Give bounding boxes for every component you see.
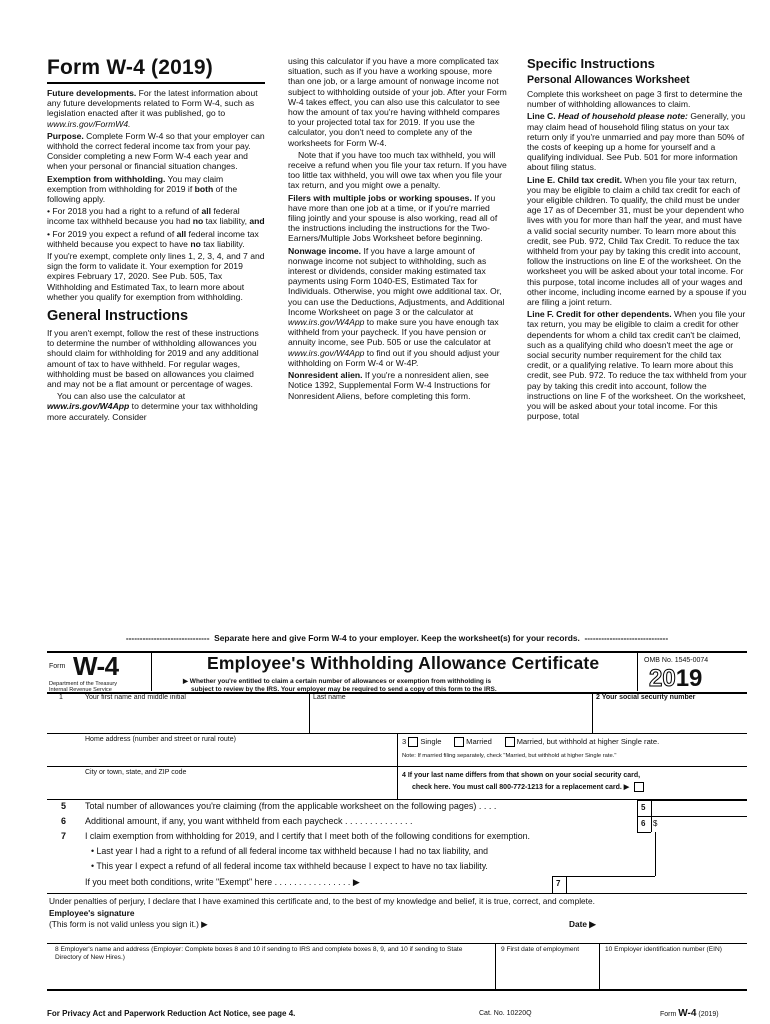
certificate-subtitle: ▶ Whether you're entitled to claim a certain number of allowances or exemption from withholding is subject to review by the IRS. Your employer may be required to send a copy of this form to the IRS.: [183, 678, 497, 693]
box-5-label: 5: [641, 803, 646, 812]
privacy-notice: For Privacy Act and Paperwork Reduction Act Notice, see page 4.: [47, 1009, 296, 1018]
general-instructions: If you aren't exempt, follow the rest of these instructions to determine the number of withholding allowances you should claim for withholding for 2019 and any additional amount of tax to have withheld. For regular wages, withholding must be based on allowances you claimed and may not be a flat amount or percentage of wages.: [47, 328, 259, 390]
ssn-field[interactable]: [596, 705, 744, 729]
exempt-field[interactable]: [568, 878, 653, 891]
calculator-note: You can also use the calculator at www.irs.gov/W4App to determine your tax withholding more accurately. Consider: [47, 391, 258, 422]
signature-note: (This form is not valid unless you sign it.) ▶: [49, 919, 208, 929]
ssn-label: 2 Your social security number: [596, 694, 696, 701]
perjury-statement: Under penalties of perjury, I declare that I have examined this certificate and, to the best of my knowledge and belief, it is true, correct, and complete.: [49, 896, 595, 906]
line-1-number: 1: [59, 694, 63, 701]
form-number: W-4: [73, 651, 119, 681]
line-6-text: Additional amount, if any, you want withheld from each paycheck . . . . . . . . . . . . . .: [85, 816, 413, 826]
ein-field[interactable]: [605, 964, 745, 986]
instructions-column-2: [288, 56, 508, 403]
box-6-label: 6: [641, 819, 646, 828]
box-7-label: 7: [556, 879, 561, 888]
signature-field[interactable]: [237, 917, 557, 933]
line-7-condition-2: • This year I expect a refund of all federal income tax withheld because I expect to have no tax liability.: [91, 861, 488, 871]
exemption: Exemption from withholding. You may claim exemption from withholding for 2019 if both of the following apply.: [47, 173, 238, 205]
line-6-number: 6: [61, 816, 67, 826]
married-checkbox[interactable]: [454, 737, 464, 747]
line-5-text: Total number of allowances you're claiming (from the applicable worksheet on the following pages) . . . .: [85, 801, 497, 811]
name-differs: 4 If your last name differs from that shown on your social security card, check here. You must call 800-772-1213 for a replacement card. ▶: [402, 770, 646, 794]
worksheet-heading: Personal Allowances Worksheet: [527, 74, 690, 86]
instructions-column-1: [47, 56, 265, 424]
line-5-number: 5: [61, 801, 67, 811]
calculator-continued: using this calculator if you have a more complicated tax situation, such as if you have a working spouse, more than one job, or a large amount of nonwage income not subject to withholding outside of your job. After your Form W-4 takes effect, you can also use this calculator to see how the amount of tax you're having withheld compares to your projected total tax for 2019. If you use the calculator, you don't need to complete any of the worksheets for Form W-4.: [288, 56, 507, 148]
first-date-label: 9 First date of employment: [501, 946, 580, 953]
department: Department of the Treasury Internal Revenue Service: [49, 681, 118, 694]
first-name-field[interactable]: [85, 705, 305, 729]
multiple-jobs: Filers with multiple jobs or working spouses. If you have more than one job at a time, or if you're married filing jointly and your spouse is also working, read all of the instructions including the instructions for the Two-Earners/Multiple Jobs Worksheet before beginning.: [288, 192, 498, 244]
line-e: Line E. Child tax credit. When you file your tax return, you may be eligible to claim a child tax credit for each of your eligible children. To qualify, the child must be under age 17 as of December 31, must be your dependent who lives with you for more than half the year, and must have a valid social security number. To learn more about this credit, see Pub. 972, Child Tax Credit. To reduce the tax withheld from your pay by taking this credit into account, follow the instructions on line E of the worksheet. On the worksheet you will be asked about your total income. For this purpose, total income includes all of your wages and other income, including income earned by a spouse if you are filing a joint return.: [527, 174, 747, 308]
name-differs-checkbox[interactable]: [634, 782, 644, 792]
employer-name-field[interactable]: [55, 964, 491, 986]
city-field[interactable]: [85, 779, 393, 797]
married-higher-rate-checkbox[interactable]: [505, 737, 515, 747]
worksheet-intro: Complete this worksheet on page 3 first to determine the number of withholding allowances to claim.: [527, 89, 743, 110]
first-name-label: Your first name and middle initial: [85, 694, 186, 701]
exemption-bullet-2: • For 2019 you expect a refund of all federal income tax withheld because you expect to have no tax liability.: [47, 228, 259, 249]
separator-text: Separate here and give Form W-4 to your employer. Keep the worksheet(s) for your records.: [214, 633, 580, 643]
line-7-exempt: If you meet both conditions, write "Exempt" here . . . . . . . . . . . . . . . . ▶: [85, 877, 360, 887]
line-f: Line F. Credit for other dependents. When you file your tax return, you may be eligible to claim a credit for other dependents for whom a child tax credit can't be claimed, such as a qualifying child who doesn't meet the age or social security number requirement for the child tax credit, or a qualifying relative. To learn more about this credit, see Pub. 972. To reduce the tax withheld from your pay by taking this credit into account, follow the instructions on line F of the worksheet. On the worksheet, you will be asked about your total income. For this purpose, total: [527, 309, 747, 422]
nonresident-alien: Nonresident alien. If you're a nonresident alien, see Notice 1392, Supplemental Form W-4 Instructions for Nonresident Aliens, before completing this form.: [288, 370, 491, 401]
future-developments: Future developments. For the latest information about any future developments related to Form W-4, such as legislation enacted after it was published, go to www.irs.gov/FormW4.: [47, 88, 258, 129]
line-7-number: 7: [61, 831, 67, 841]
if-exempt: If you're exempt, complete only lines 1, 2, 3, 4, and 7 and sign the form to validate it. Your exemption for 2019 expires February 17, 2020. See Pub. 505, Tax Withholding and Estimated Tax, to learn more about whether you qualify for exemption from withholding.: [47, 251, 265, 302]
employer-name-label: 8 Employer's name and address (Employer: Complete boxes 8 and 10 if sending to IRS and complete boxes 8, 9, and 10 if sending to State Directory of New Hires.): [55, 946, 463, 961]
tax-year: 2019: [649, 665, 703, 692]
separator-line: ------------------------------ Separate here and give Form W-4 to your employer. Keep the worksheet(s) for your records. ------------------------------: [125, 633, 669, 643]
line-c: Line C. Head of household please note: Generally, you may claim head of household filing status on your tax return only if you're unmarried and pay more than 50% of the costs of keeping up a home for yourself and a qualifying individual. See Pub. 501 for more information about filing status.: [527, 111, 746, 173]
date-label: Date ▶: [569, 919, 596, 929]
nonwage-income: Nonwage income. If you have a large amount of nonwage income not subject to withholding, such as interest or dividends, consider making estimated tax payments using Form 1040-ES, Estimated Tax for Individuals. Otherwise, you might owe additional tax. Or, you can use the Deductions, Adjustments, and Additional Income Worksheet on page 3 or the calculator at www.irs.gov/W4App to make sure you have enough tax withheld from your paycheck. If you have pension or annuity income, see Pub. 505 or use the calculator at www.irs.gov/W4App to find out if you should adjust your withholding on Form W-4 or W-4P.: [288, 245, 505, 368]
line-7-text: I claim exemption from withholding for 2019, and I certify that I meet both of the following conditions for exemption.: [85, 831, 530, 841]
first-date-field[interactable]: [501, 964, 595, 986]
withholding-certificate: [47, 649, 747, 1004]
filing-status-note: Note: If married filing separately, check "Married, but withhold at higher Single rate.": [402, 753, 617, 759]
last-name-field[interactable]: [313, 705, 588, 729]
city-label: City or town, state, and ZIP code: [85, 769, 187, 776]
catalog-number: Cat. No. 10220Q: [479, 1010, 532, 1017]
allowances-field[interactable]: [653, 802, 745, 815]
too-much-tax-note: Note that if you have too much tax withheld, you will receive a refund when you file your tax return. If you have too little tax withheld, you will owe tax when you file your tax return, and you might owe a penalty.: [288, 149, 507, 191]
line-7-condition-1: • Last year I had a right to a refund of all federal income tax withheld because I had no tax liability, and: [91, 846, 489, 856]
single-checkbox[interactable]: [408, 737, 418, 747]
general-instructions-heading: General Instructions: [47, 308, 189, 325]
dollar-sign: $: [653, 819, 658, 828]
specific-instructions-heading: Specific Instructions: [527, 56, 655, 71]
date-field[interactable]: [607, 917, 745, 933]
form-title: Form W-4 (2019): [47, 56, 265, 84]
purpose: Purpose. Complete Form W-4 so that your employer can withhold the correct federal income tax from your pay. Consider completing a new Form W-4 each year and when your personal or financial situation changes.: [47, 130, 265, 172]
last-name-label: Last name: [313, 694, 346, 701]
exemption-bullet-1: • For 2018 you had a right to a refund of all federal income tax withheld because you had no tax liability, and: [47, 206, 265, 227]
certificate-title: Employee's Withholding Allowance Certificate: [207, 653, 600, 673]
address-label: Home address (number and street or rural route): [85, 736, 236, 743]
ein-label: 10 Employer identification number (EIN): [605, 946, 722, 953]
address-field[interactable]: [85, 746, 393, 764]
instructions-column-3: [527, 56, 747, 424]
signature-label: Employee's signature: [49, 908, 135, 918]
omb-number: OMB No. 1545-0074: [644, 657, 709, 664]
footer-form-id: Form W-4 (2019): [660, 1008, 719, 1019]
additional-amount-field[interactable]: [661, 818, 745, 831]
form-label: Form: [49, 663, 66, 670]
filing-status: 3 Single Married Married, but withhold at higher Single rate.: [402, 737, 660, 746]
